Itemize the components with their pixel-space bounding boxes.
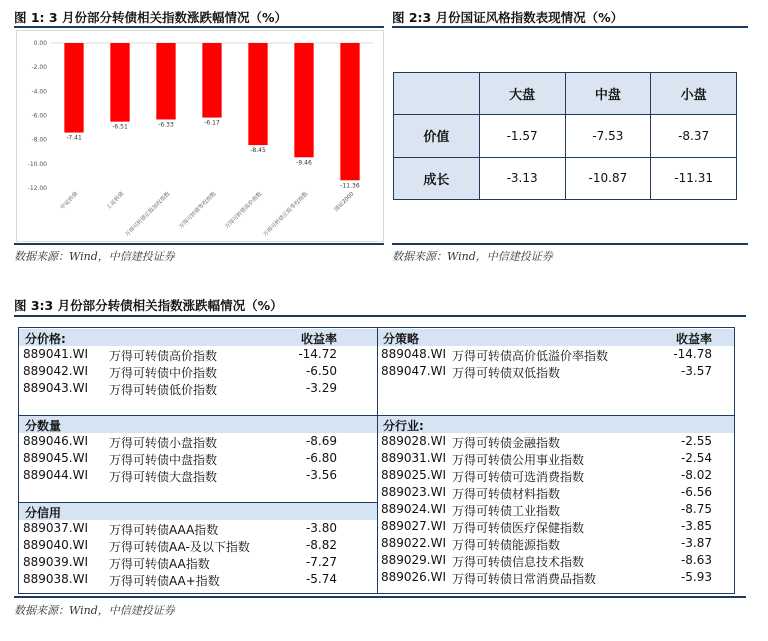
fig2-rule	[392, 26, 748, 28]
section-header	[19, 329, 377, 346]
fig3-bottom-rule	[14, 596, 746, 598]
fig3-rule	[14, 315, 746, 317]
table-row	[394, 157, 737, 199]
index-name: 万得可转债AA+指数	[109, 574, 220, 588]
style-index-table	[393, 72, 737, 200]
index-name: 万得可转债金融指数	[452, 436, 561, 450]
index-code: 889024.WI	[381, 502, 447, 516]
data-label: -8.45	[250, 147, 266, 155]
return-header: 收益率	[300, 332, 337, 346]
table-row	[19, 554, 377, 571]
y-tick-label: -8.00	[31, 136, 47, 144]
table-row	[19, 537, 377, 554]
category-label: 万得可转债高价指数	[224, 191, 264, 231]
index-return: -2.54	[680, 451, 712, 465]
fig1-bottom-rule	[14, 243, 384, 245]
index-code: 889042.WI	[23, 364, 89, 378]
index-return: -8.75	[680, 502, 712, 516]
table-row	[377, 450, 734, 467]
index-return: -6.80	[305, 451, 337, 465]
table-corner	[394, 73, 480, 115]
table-row	[377, 552, 734, 569]
section-title: 分行业:	[383, 419, 424, 433]
data-label: -11.36	[340, 182, 360, 190]
index-return: -8.63	[680, 553, 712, 567]
index-return: -3.80	[305, 521, 337, 535]
table-row	[19, 363, 377, 380]
index-name: 万得可转债材料指数	[452, 487, 561, 501]
y-tick-label: -6.00	[31, 112, 47, 120]
index-name: 万得可转债小盘指数	[109, 436, 218, 450]
section-header	[377, 329, 734, 346]
table-cell: -7.53	[565, 115, 651, 157]
index-name: 万得可转债高价指数	[109, 349, 218, 363]
index-code: 889041.WI	[23, 347, 89, 361]
index-return: -3.56	[305, 468, 337, 482]
fig1-source: 数据来源：Wind，中信建投证券	[14, 250, 175, 263]
y-tick-label: -2.00	[31, 64, 47, 72]
fig1-title: 图 1: 3 月份部分转债相关指数涨跌幅情况（%）	[14, 10, 287, 25]
category-label: 万得可转债正股等权指数	[262, 191, 310, 239]
index-return: -6.50	[305, 364, 337, 378]
section-title: 分信用	[25, 506, 62, 520]
section-header	[19, 416, 377, 433]
bar	[156, 43, 175, 119]
y-tick-label: -12.00	[27, 185, 47, 192]
fig1-rule	[14, 26, 384, 28]
row-header: 成长	[394, 157, 480, 199]
index-return: -3.85	[680, 519, 712, 533]
col-header: 大盘	[479, 73, 565, 115]
index-return: -3.87	[680, 536, 712, 550]
category-label: 国证2000	[333, 191, 356, 214]
column-divider	[377, 328, 378, 593]
index-return: -2.55	[680, 434, 712, 448]
table-row	[377, 346, 734, 363]
bar-chart	[17, 31, 383, 241]
section-title: 分数量	[25, 419, 62, 433]
table-row	[377, 484, 734, 501]
section-header	[19, 503, 377, 520]
table-cell: -3.13	[479, 157, 565, 199]
data-label: -6.51	[112, 123, 128, 131]
chart1-container	[16, 30, 384, 242]
index-name: 万得可转债公用事业指数	[452, 453, 585, 467]
index-code: 889031.WI	[381, 451, 447, 465]
category-label: 万得可转债正股加权指数	[124, 191, 172, 239]
index-name: 万得可转债双低指数	[452, 366, 561, 380]
index-name: 万得可转债能源指数	[452, 538, 561, 552]
bar	[248, 43, 267, 145]
index-code: 889040.WI	[23, 538, 89, 552]
index-return: -3.29	[305, 381, 337, 395]
y-tick-label: -10.00	[27, 160, 47, 168]
table-row	[19, 520, 377, 537]
table-row	[19, 346, 377, 363]
section-title: 分价格:	[25, 332, 66, 346]
index-name: 万得可转债中价指数	[109, 366, 218, 380]
index-code: 889022.WI	[381, 536, 447, 550]
table-row	[19, 467, 377, 484]
fig2-title: 图 2:3 月份国证风格指数表现情况（%）	[392, 10, 624, 25]
fig3-source: 数据来源：Wind，中信建投证券	[14, 604, 175, 617]
index-return: -6.56	[680, 485, 712, 499]
return-header: 收益率	[675, 332, 712, 346]
index-code: 889043.WI	[23, 381, 89, 395]
col-header: 小盘	[651, 73, 737, 115]
index-code: 889026.WI	[381, 570, 447, 584]
table-row	[19, 571, 377, 588]
category-label: 中证转债	[59, 191, 80, 211]
bar	[340, 43, 359, 180]
table-row	[377, 518, 734, 535]
index-name: 万得可转债AA指数	[109, 557, 210, 571]
index-return: -8.69	[305, 434, 337, 448]
index-code: 889039.WI	[23, 555, 89, 569]
index-return: -14.72	[298, 347, 337, 361]
index-code: 889046.WI	[23, 434, 89, 448]
index-return: -3.57	[680, 364, 712, 378]
index-code: 889047.WI	[381, 364, 447, 378]
index-name: 万得可转债信息技术指数	[452, 555, 585, 569]
table-row	[377, 569, 734, 586]
table-cell: -11.31	[651, 157, 737, 199]
table-row	[377, 467, 734, 484]
index-return: -8.02	[680, 468, 712, 482]
bar	[294, 43, 313, 157]
index-code: 889044.WI	[23, 468, 89, 482]
index-code: 889027.WI	[381, 519, 447, 533]
index-return: -14.78	[673, 347, 712, 361]
fig2-source: 数据来源：Wind，中信建投证券	[392, 250, 553, 263]
table-header-row	[394, 73, 737, 115]
index-code: 889028.WI	[381, 434, 447, 448]
index-name: 万得可转债AAA指数	[109, 523, 219, 537]
index-code: 889037.WI	[23, 521, 89, 535]
section-title: 分策略	[383, 332, 420, 346]
index-name: 万得可转债日常消费品指数	[452, 572, 597, 586]
y-tick-label: -4.00	[31, 88, 47, 96]
index-code: 889045.WI	[23, 451, 89, 465]
row-header: 价值	[394, 115, 480, 157]
bar	[64, 43, 83, 133]
table-cell: -1.57	[479, 115, 565, 157]
col-header: 中盘	[565, 73, 651, 115]
table-row	[377, 433, 734, 450]
index-return: -5.93	[680, 570, 712, 584]
table-row	[377, 501, 734, 518]
bar	[202, 43, 221, 118]
index-code: 889048.WI	[381, 347, 447, 361]
index-returns-panel	[18, 327, 735, 594]
table-row	[377, 363, 734, 380]
category-label: 万得可转债等权指数	[178, 191, 218, 231]
data-label: -9.46	[296, 159, 312, 167]
table-row	[394, 115, 737, 157]
fig3-title: 图 3:3 月份部分转债相关指数涨跌幅情况（%）	[14, 298, 283, 313]
index-code: 889038.WI	[23, 572, 89, 586]
index-name: 万得可转债工业指数	[452, 504, 561, 518]
index-name: 万得可转债可选消费指数	[452, 470, 585, 484]
index-code: 889025.WI	[381, 468, 447, 482]
table-cell: -10.87	[565, 157, 651, 199]
y-tick-label: 0.00	[33, 40, 47, 47]
index-name: 万得可转债中盘指数	[109, 453, 218, 467]
table-row	[19, 450, 377, 467]
section-header	[377, 416, 734, 433]
table-row	[19, 380, 377, 397]
index-return: -7.27	[305, 555, 337, 569]
table-cell: -8.37	[651, 115, 737, 157]
index-return: -8.82	[305, 538, 337, 552]
index-code: 889029.WI	[381, 553, 447, 567]
index-name: 万得可转债低价指数	[109, 383, 218, 397]
index-return: -5.74	[305, 572, 337, 586]
fig2-bottom-rule	[392, 243, 748, 245]
index-name: 万得可转债AA-及以下指数	[109, 540, 250, 554]
data-label: -7.41	[66, 134, 82, 142]
index-code: 889023.WI	[381, 485, 447, 499]
index-name: 万得可转债大盘指数	[109, 470, 218, 484]
index-name: 万得可转债高价低溢价率指数	[452, 349, 609, 363]
bar	[110, 43, 129, 122]
data-label: -6.17	[204, 119, 220, 127]
table-row	[377, 535, 734, 552]
data-label: -6.33	[158, 121, 174, 129]
category-label: 上证转债	[105, 191, 126, 211]
table-row	[19, 433, 377, 450]
index-name: 万得可转债医疗保健指数	[452, 521, 585, 535]
